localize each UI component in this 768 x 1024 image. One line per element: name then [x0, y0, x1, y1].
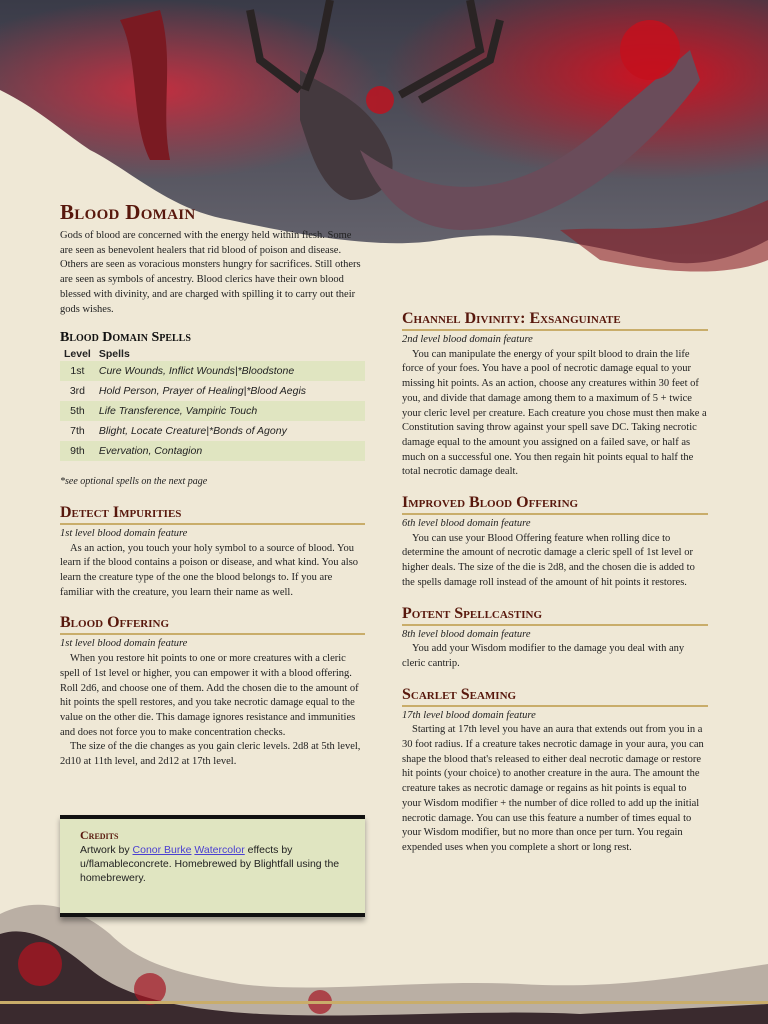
improved-offering-level: 6th level blood domain feature [402, 518, 531, 530]
table-row: 5th Life Transference, Vampiric Touch [60, 401, 365, 421]
credits-box [60, 815, 365, 917]
channel-divinity-section [402, 310, 708, 480]
potent-spellcasting-text: You add your Wisdom modifier to the damage you deal with any cleric cantrip. [402, 643, 685, 669]
spells-footnote: *see optional spells on the next page [60, 476, 208, 488]
page-title: Blood Domain [60, 200, 196, 224]
table-row: 7th Blight, Locate Creature|*Bonds of Agony [70, 425, 287, 438]
detect-impurities-section [60, 504, 365, 601]
artist-link[interactable]: Conor Burke [132, 844, 192, 856]
blood-offering-level: 1st level blood domain feature [60, 638, 188, 650]
potent-spellcasting-level: 8th level blood domain feature [402, 628, 531, 640]
table-row: 1st Cure Wounds, Inflict Wounds|*Bloodstone [60, 361, 365, 381]
scarlet-seaming-heading: Scarlet Seaming [402, 686, 708, 707]
channel-divinity-text: You can manipulate the energy of your spilt blood to drain the life force of your foes. You have a pool of necrotic damage equal to your missing hit points. As an action, choose any creatures within 30 feet of you, and divide that damage among them to a maximum of 5 + twice your cleric level per creature. Each creature you chose must then make a Constitution saving throw against your spell save DC. Taking necrotic damage equal to the amount you assigned on a failed save, or half as much on a successful one. You then regain hit points equal to half the total necrotic damage dealt. [402, 348, 707, 478]
col-level-header: Level [64, 348, 91, 361]
credits-text: Artwork by Conor Burke Watercolor effects by u/flamableconcrete. Homebrewed by Blightfall using the homebrewery. [80, 844, 340, 884]
table-row: 9th Evervation, Contagion [60, 441, 365, 461]
potent-spellcasting-heading: Potent Spellcasting [402, 605, 708, 626]
blood-offering-section [60, 614, 365, 769]
improved-offering-heading: Improved Blood Offering [402, 494, 708, 515]
col-spells-header: Spells [98, 348, 130, 361]
detect-impurities-heading: Detect Impurities [60, 504, 365, 525]
potent-spellcasting-section [402, 605, 708, 672]
intro-text: Gods of blood are concerned with the energy held within flesh. Some are seen as benevolent healers that rid blood of poison and disease. Others are seen as voracious monsters hungry for sacrifices. Still others are seen as symbols of ancestry. Blood clerics have their own blood blessed with divinity, and are charged with spilling it to carry out their gods wishes. [60, 230, 361, 315]
left-column [60, 200, 365, 770]
blood-offering-heading: Blood Offering [60, 614, 365, 635]
spells-table-heading: Blood Domain Spells [60, 330, 191, 346]
detect-impurities-text: As an action, you touch your holy symbol to a source of blood. You learn if the blood contains a poison or disease, and what kind. You also learn the creature type of the one the blood belongs to. If you are familiar with the creature, you learn their name as well. [60, 542, 359, 598]
channel-divinity-level: 2nd level blood domain feature [402, 334, 533, 345]
detect-impurities-level: 1st level blood domain feature [60, 527, 188, 539]
channel-divinity-heading: Channel Divinity: Exsanguinate [402, 310, 708, 331]
blood-offering-text: When you restore hit points to one or more creatures with a cleric spell of 1st level or higher, you can empower it with a blood offering. Roll 2d6, and choose one of them. Add the chosen die to the amount of hit points the spell restores, and you take necrotic damage equal to the value on the other die. This damage ignores resistance and immunities and does not force you to make concentration checks. [60, 653, 359, 738]
scarlet-seaming-text: Starting at 17th level you have an aura that extends out from you in a 30 foot radius. If a creature takes necrotic damage in your aura, you can shape the blood that's released to either deal necrotic damage or restore hit points (your choice) to another creature in the aura. The amount the creature takes as necrotic damage or regains as hit points is equal to your Wisdom modifier + the number of dice rolled to add up the initial necrotic damage. You can use this feature a number of times equal to your Wisdom modifier, but no more than once per turn. You regain expended uses when you complete a short or long rest. [402, 724, 704, 853]
blood-offering-text-2: The size of the die changes as you gain cleric levels. 2d8 at 5th level, 2d10 at 11th level, and 2d12 at 17th level. [60, 741, 361, 768]
credits-heading: Credits [80, 828, 119, 842]
scarlet-seaming-section [402, 686, 708, 856]
scarlet-seaming-level: 17th level blood domain feature [402, 709, 536, 721]
improved-offering-section [402, 494, 708, 591]
improved-offering-text: You can use your Blood Offering feature when rolling dice to determine the amount of necrotic damage a cleric spell of 1st level or higher deals. The size of the die is 2d8, and the chosen die is added to the spells damage roll instead of the amount of hit points it restores. [402, 532, 695, 588]
right-column [402, 310, 708, 856]
table-row: 3rd Hold Person, Prayer of Healing|*Blood Aegis [69, 385, 307, 398]
spells-table [60, 347, 365, 461]
watercolor-link[interactable]: Watercolor [194, 844, 245, 856]
